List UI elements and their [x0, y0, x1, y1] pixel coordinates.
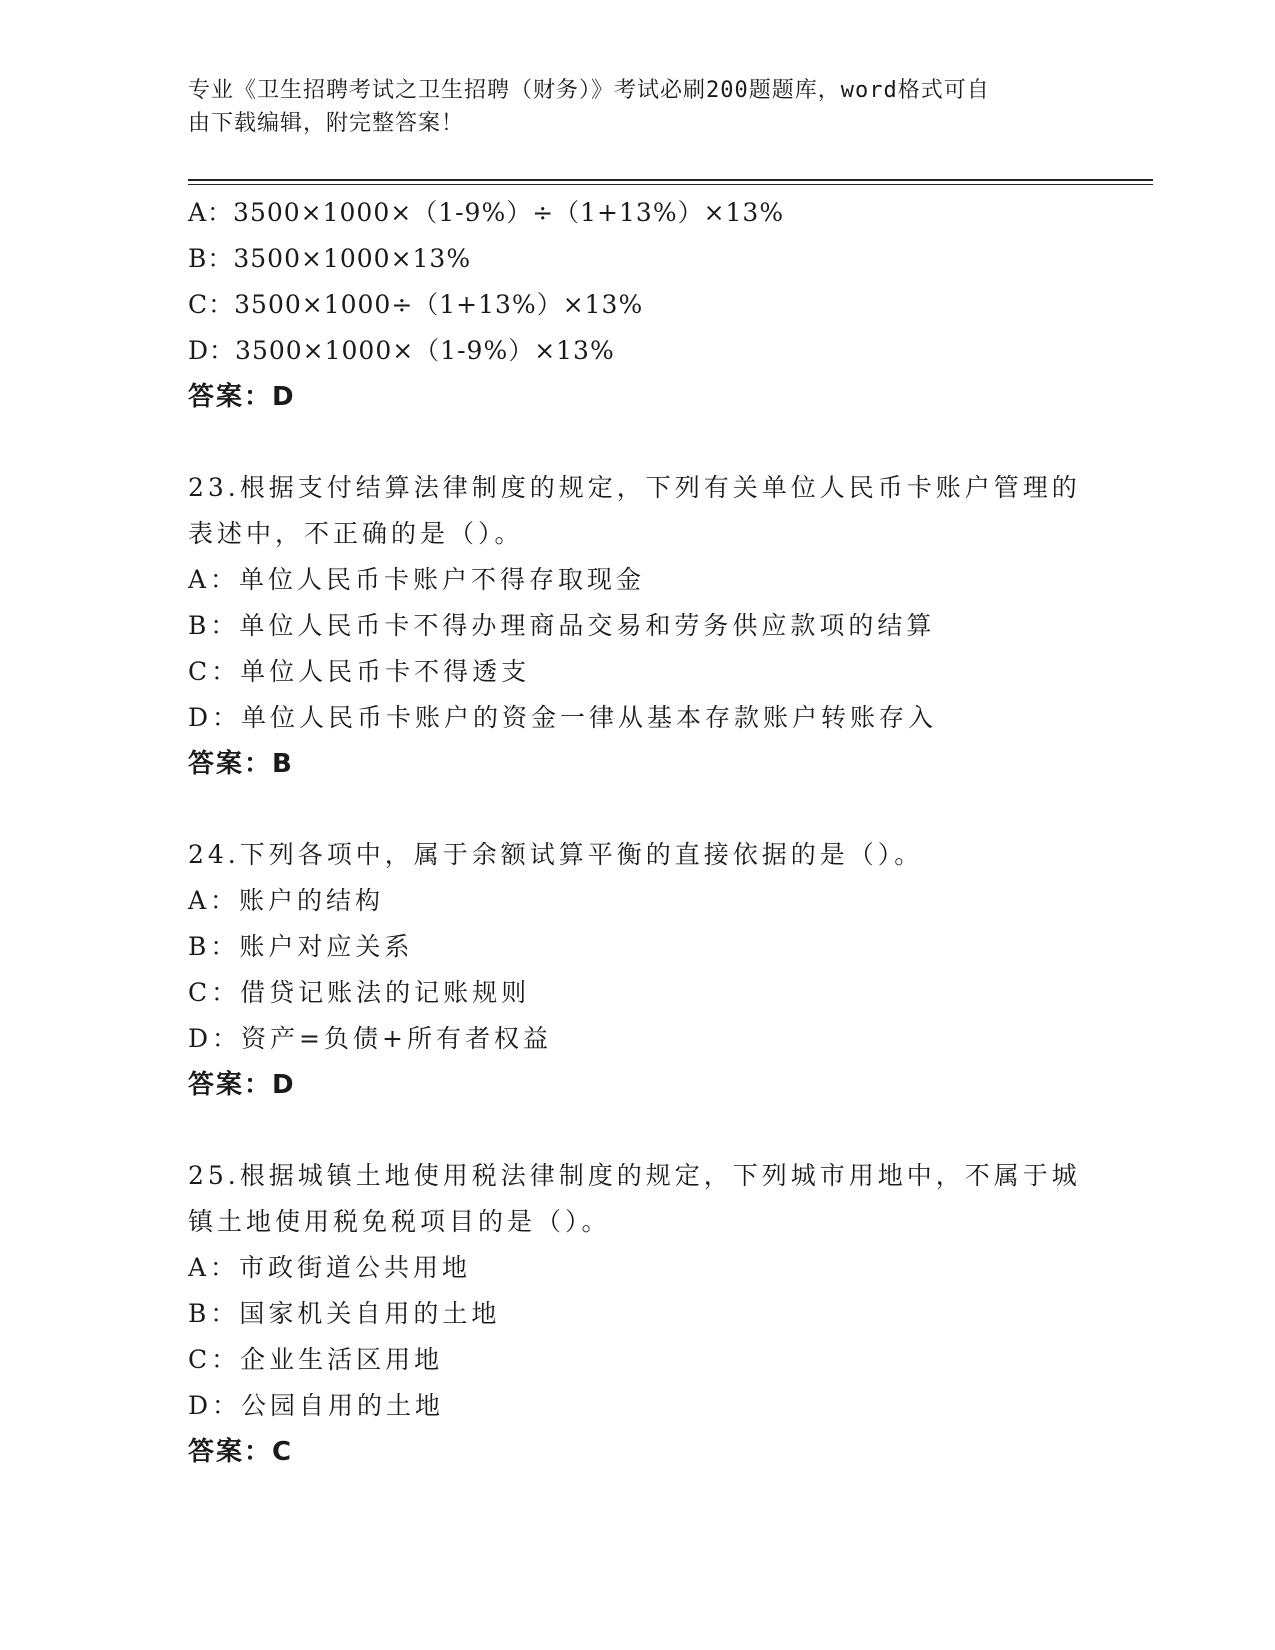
option-d: D：资产=负债+所有者权益 — [188, 1024, 552, 1053]
question-stem-continued: 镇土地使用税免税项目的是（）。 — [188, 1207, 611, 1236]
option-a: A：市政街道公共用地 — [188, 1253, 472, 1282]
option-b: B：单位人民币卡不得办理商品交易和劳务供应款项的结算 — [188, 611, 936, 640]
question-22 — [188, 190, 1088, 420]
option-c: C：借贷记账法的记账规则 — [188, 978, 531, 1007]
question-stem: 23.根据支付结算法律制度的规定，下列有关单位人民币卡账户管理的 — [188, 473, 1081, 502]
question-25 — [188, 1153, 1088, 1475]
question-23 — [188, 465, 1088, 787]
answer-line: 答案：D — [188, 382, 296, 412]
option-a: A：3500×1000×（1-9%）÷（1+13%）×13% — [188, 198, 785, 227]
answer-line: 答案：D — [188, 1070, 296, 1100]
question-stem: 25.根据城镇土地使用税法律制度的规定，下列城市用地中，不属于城 — [188, 1161, 1081, 1190]
option-d: D：3500×1000×（1-9%）×13% — [188, 336, 615, 365]
header-line-1: 专业《卫生招聘考试之卫生招聘（财务）》考试必刷200题题库，word格式可自 — [188, 78, 990, 103]
question-spacer — [188, 420, 1088, 465]
option-b: B：账户对应关系 — [188, 932, 414, 961]
option-a: A：单位人民币卡账户不得存取现金 — [188, 565, 646, 594]
option-c: C：单位人民币卡不得透支 — [188, 657, 531, 686]
option-a: A：账户的结构 — [188, 886, 385, 915]
option-c: C：企业生活区用地 — [188, 1345, 444, 1374]
question-list — [188, 190, 1088, 1475]
header-line-2: 由下载编辑，附完整答案！ — [188, 111, 465, 136]
document-header — [188, 74, 1078, 140]
option-b: B：3500×1000×13% — [188, 244, 472, 273]
option-d: D：单位人民币卡账户的资金一律从基本存款账户转账存入 — [188, 703, 938, 732]
option-d: D：公园自用的土地 — [188, 1391, 445, 1420]
header-divider-thin — [188, 184, 1153, 185]
question-24 — [188, 832, 1088, 1108]
question-stem-continued: 表述中，不正确的是（）。 — [188, 519, 524, 548]
question-stem: 24.下列各项中，属于余额试算平衡的直接依据的是（）。 — [188, 840, 924, 869]
option-b: B：国家机关自用的土地 — [188, 1299, 501, 1328]
question-spacer — [188, 787, 1088, 832]
header-divider-thick — [188, 179, 1153, 181]
answer-line: 答案：C — [188, 1437, 294, 1467]
option-c: C：3500×1000÷（1+13%）×13% — [188, 290, 644, 319]
answer-line: 答案：B — [188, 749, 294, 779]
question-spacer — [188, 1108, 1088, 1153]
